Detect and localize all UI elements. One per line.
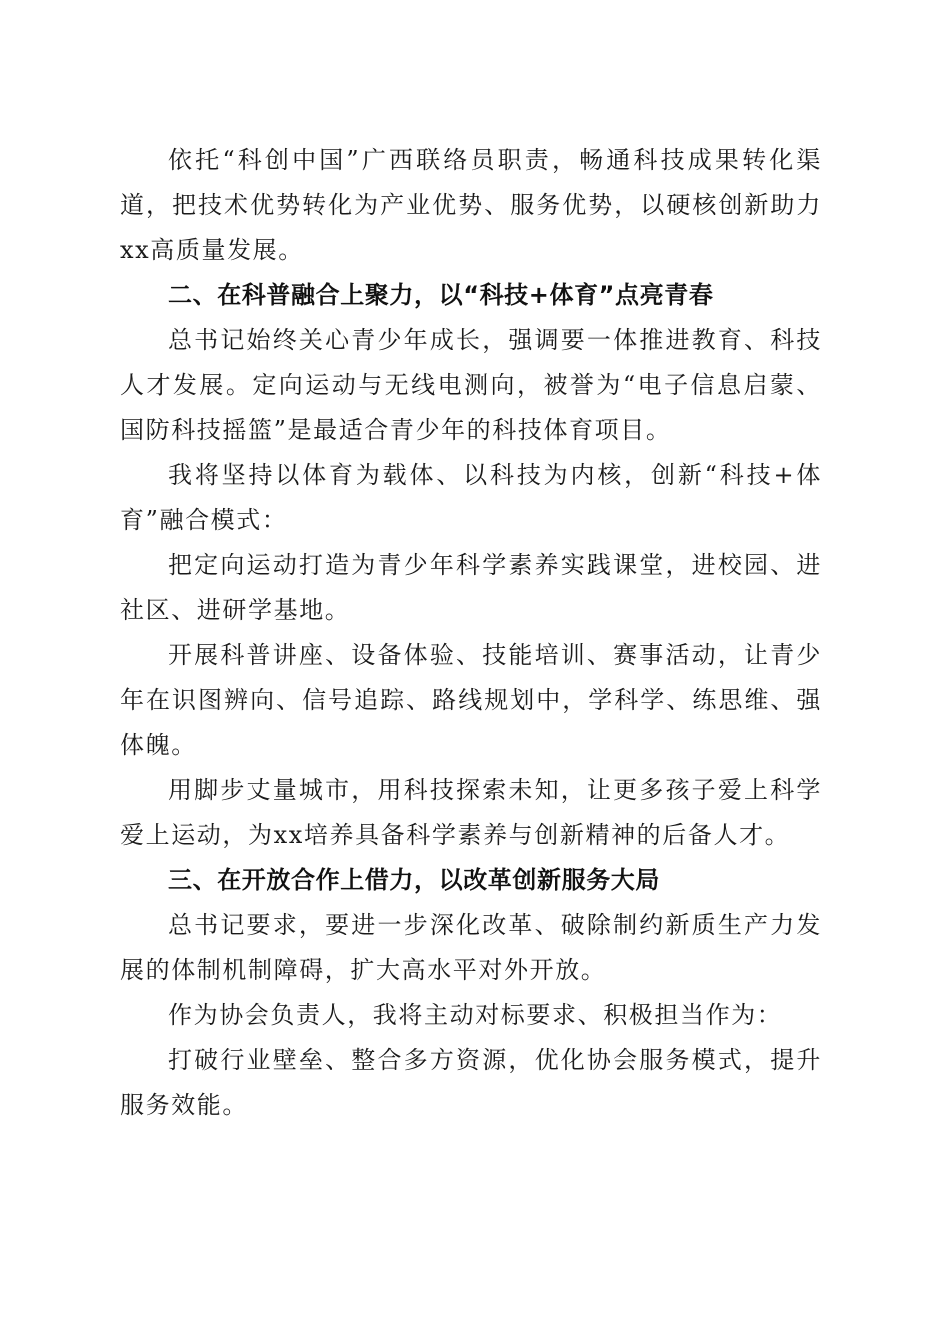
paragraph-activities: 开展科普讲座、设备体验、技能培训、赛事活动，让青少年在识图辨向、信号追踪、路线规划中，学科学、练思维、强体魄。 [120, 641, 822, 759]
paragraph-tech-transfer: 依托“科创中国”广西联络员职责，畅通科技成果转化渠道，把技术优势转化为产业优势、服务优势，以硬核创新助力xx高质量发展。 [120, 146, 822, 264]
paragraph-youth-growth: 总书记始终关心青少年成长，强调要一体推进教育、科技人才发展。定向运动与无线电测向，被誉为“电子信息启蒙、国防科技摇篮”是最适合青少年的科技体育项目。 [120, 326, 822, 444]
paragraph-orienteering-classroom: 把定向运动打造为青少年科学素养实践课堂，进校园、进社区、进研学基地。 [120, 551, 822, 624]
section-heading-open-cooperation: 三、在开放合作上借力，以改革创新服务大局 [168, 866, 660, 894]
paragraph-association-leader: 作为协会负责人，我将主动对标要求、积极担当作为： [168, 1001, 783, 1029]
paragraph-integration-model: 我将坚持以体育为载体、以科技为内核，创新“科技+体育”融合模式： [120, 461, 822, 534]
document-body [120, 138, 822, 1128]
paragraph-deepen-reform: 总书记要求，要进一步深化改革、破除制约新质生产力发展的体制机制障碍，扩大高水平对外开放。 [120, 911, 822, 984]
paragraph-service-efficiency: 打破行业壁垒、整合多方资源，优化协会服务模式，提升服务效能。 [120, 1046, 822, 1119]
section-heading-science-popularization: 二、在科普融合上聚力，以“科技+体育”点亮青春 [168, 281, 714, 309]
paragraph-explore-city: 用脚步丈量城市，用科技探索未知，让更多孩子爱上科学爱上运动，为xx培养具备科学素养与创新精神的后备人才。 [120, 776, 822, 849]
